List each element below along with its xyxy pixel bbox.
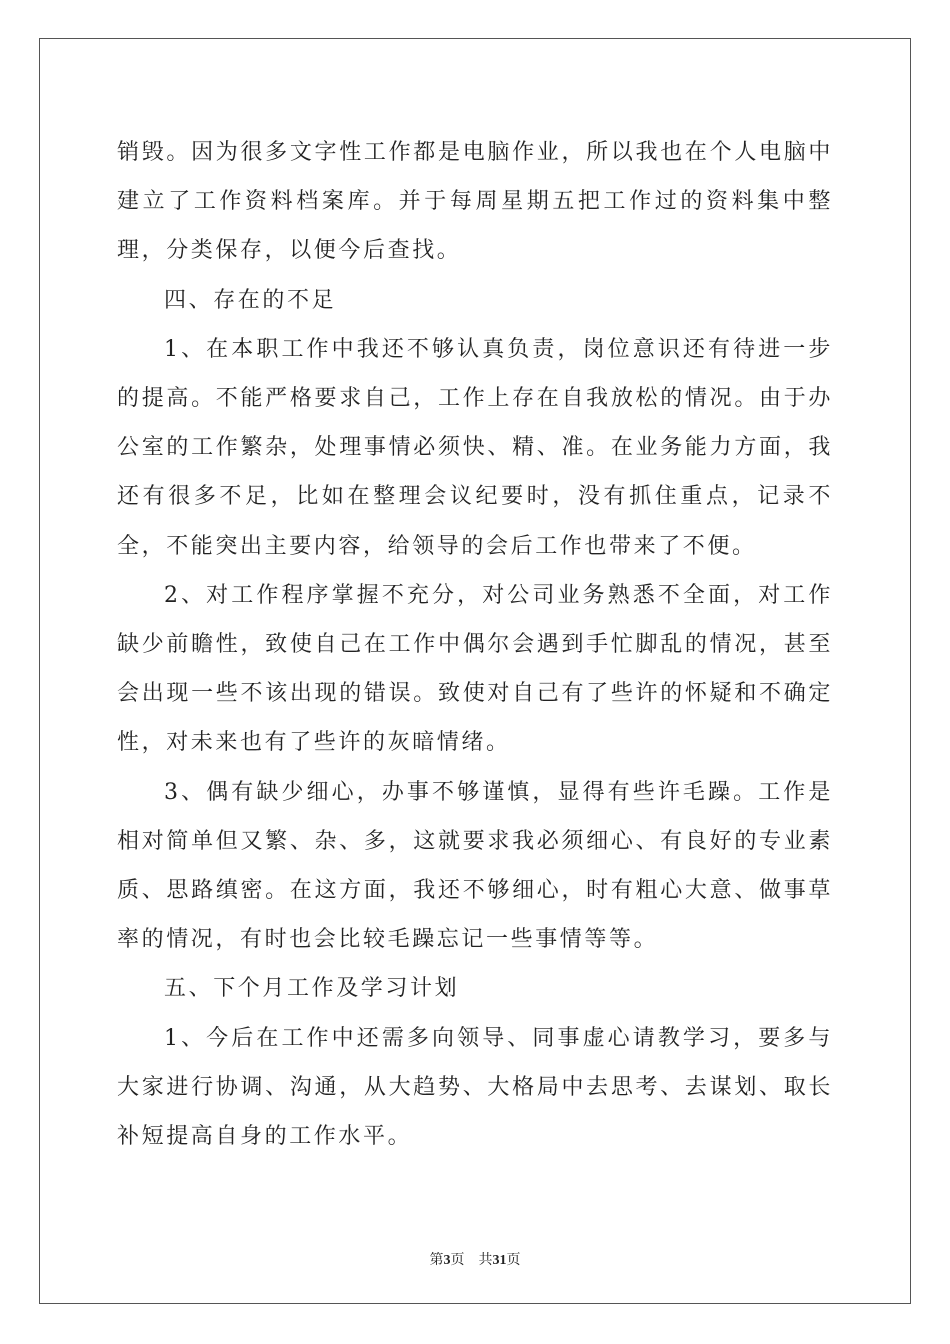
- section-heading-4: 四、存在的不足: [164, 287, 337, 313]
- paragraph-5: 1、今后在工作中还需多向领导、同事虚心请教学习，要多与大家进行协调、沟通，从大趋势、大格局中去思考、去谋划、取长补短提高自身的工作水平。: [117, 1025, 833, 1150]
- page-number: 3: [443, 1253, 451, 1268]
- page-footer: [0, 1249, 950, 1269]
- paragraph-2: 1、在本职工作中我还不够认真负责，岗位意识还有待进一步的提高。不能严格要求自己，工作上存在自我放松的情况。由于办公室的工作繁杂，处理事情必须快、精、准。在业务能力方面，我还有很多不足，比如在整理会议纪要时，没有抓住重点，记录不全，不能突出主要内容，给领导的会后工作也带来了不便。: [117, 336, 833, 559]
- total-pages: 31: [492, 1253, 507, 1268]
- total-prefix: 共: [478, 1252, 493, 1268]
- page-suffix: 页: [450, 1252, 465, 1268]
- paragraph-1: 销毁。因为很多文字性工作都是电脑作业，所以我也在个人电脑中建立了工作资料档案库。并于每周星期五把工作过的资料集中整理，分类保存，以便今后查找。: [117, 140, 833, 264]
- section-heading-5: 五、下个月工作及学习计划: [164, 976, 460, 1002]
- page-prefix: 第: [429, 1252, 444, 1268]
- total-suffix: 页: [506, 1252, 521, 1268]
- paragraph-3: 2、对工作程序掌握不充分，对公司业务熟悉不全面，对工作缺少前瞻性，致使自己在工作中偶尔会遇到手忙脚乱的情况，甚至会出现一些不该出现的错误。致使对自己有了些许的怀疑和不确定性，对未来也有了些许的灰暗情绪。: [117, 582, 833, 756]
- document-body: [117, 128, 833, 1161]
- paragraph-4: 3、偶有缺少细心，办事不够谨慎，显得有些许毛躁。工作是相对简单但又繁、杂、多，这就要求我必须细心、有良好的专业素质、思路缜密。在这方面，我还不够细心，时有粗心大意、做事草率的情况，有时也会比较毛躁忘记一些事情等等。: [117, 779, 833, 953]
